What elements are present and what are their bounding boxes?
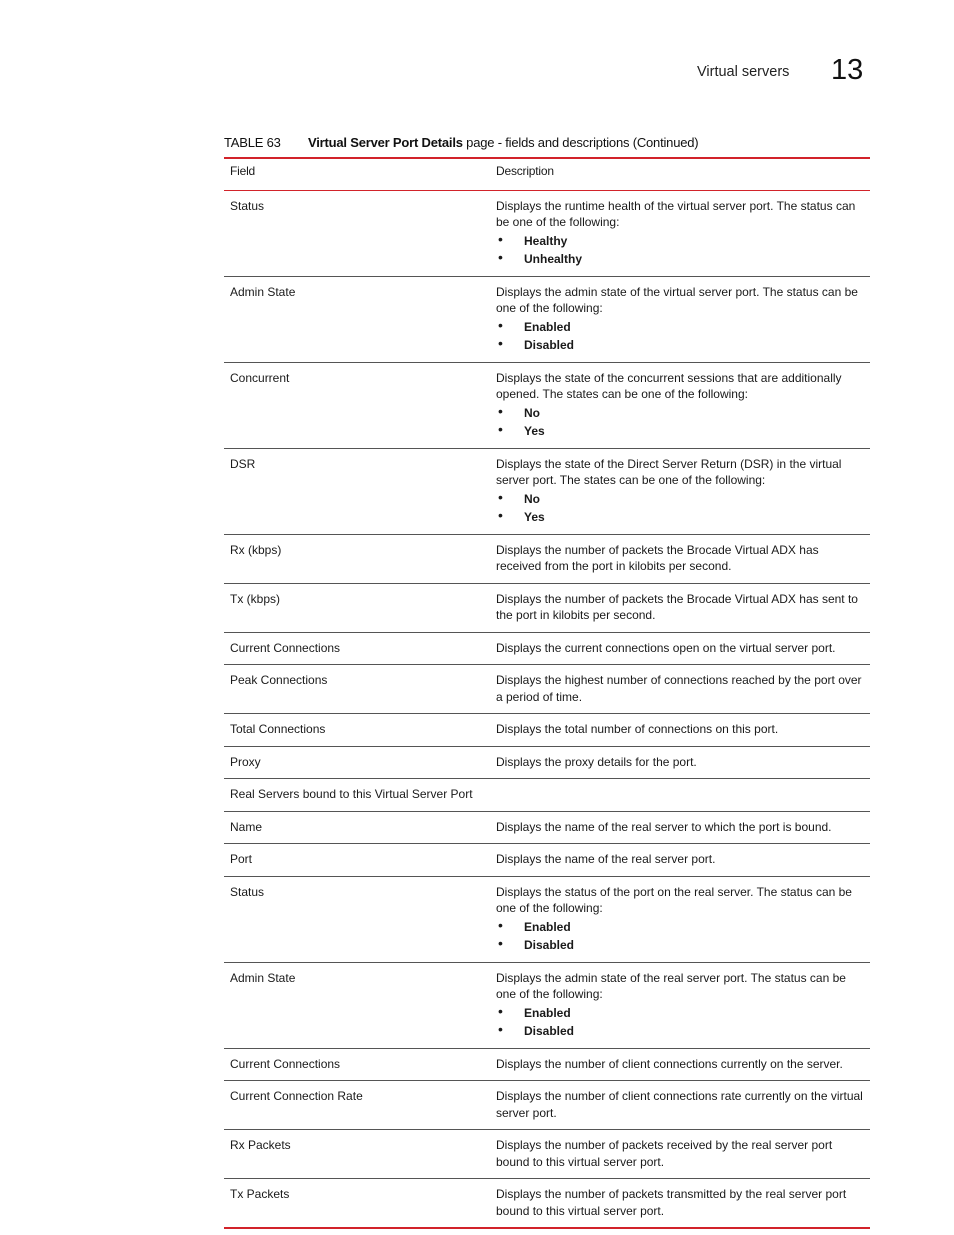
bullet-icon: • — [498, 916, 503, 933]
table-caption — [224, 135, 870, 150]
option-label: No — [524, 491, 540, 506]
option-label: Healthy — [524, 233, 568, 248]
bullet-icon: • — [498, 420, 503, 437]
description-text: Displays the number of packets the Brocade Virtual ADX has sent to the port in kilobits per second. — [496, 591, 858, 622]
field-name-cell: Admin State — [230, 970, 296, 985]
option-label: Disabled — [524, 937, 575, 952]
description-cell — [490, 632, 870, 665]
description-text: Displays the name of the real server to which the port is bound. — [496, 819, 832, 834]
description-text: Displays the number of client connections rate currently on the virtual server port. — [496, 1089, 863, 1120]
table-row — [224, 779, 870, 812]
field-name-cell: Name — [230, 819, 263, 834]
description-text: Displays the name of the real server port. — [496, 852, 716, 866]
table-body — [224, 190, 870, 1228]
bullet-icon: • — [498, 334, 503, 351]
table-row — [224, 1130, 870, 1179]
description-cell — [490, 534, 870, 583]
option-list-item — [496, 936, 864, 954]
description-cell — [490, 1130, 870, 1179]
option-list — [496, 1004, 864, 1040]
description-cell — [490, 714, 870, 747]
field-name-cell: Proxy — [230, 754, 261, 769]
option-list-item — [496, 250, 864, 268]
table-row — [224, 1081, 870, 1130]
table-row — [224, 665, 870, 714]
bullet-icon: • — [498, 248, 503, 265]
option-label: Unhealthy — [524, 251, 583, 266]
description-text: Displays the number of client connections currently on the server. — [496, 1056, 843, 1071]
table-caption-title-rest: page - fields and descriptions (Continued) — [462, 135, 699, 150]
description-cell — [490, 1081, 870, 1130]
field-name-cell: Current Connections — [230, 640, 341, 655]
option-label: Disabled — [524, 337, 575, 352]
description-cell — [490, 811, 870, 844]
table-row — [224, 876, 870, 962]
bullet-icon: • — [498, 402, 503, 419]
table-row — [224, 746, 870, 779]
table-row — [224, 1048, 870, 1081]
description-cell — [490, 665, 870, 714]
table-row — [224, 448, 870, 534]
field-name-cell: Concurrent — [230, 370, 290, 385]
table-row — [224, 362, 870, 448]
option-label: Yes — [524, 423, 545, 438]
bullet-icon: • — [498, 230, 503, 247]
description-cell — [490, 1179, 870, 1229]
column-header-description: Description — [496, 164, 554, 178]
option-label: Enabled — [524, 1005, 571, 1020]
bullet-icon: • — [498, 1002, 503, 1019]
option-list — [496, 232, 864, 268]
bullet-icon: • — [498, 506, 503, 523]
option-list — [496, 490, 864, 526]
option-list-item — [496, 490, 864, 508]
bullet-icon: • — [498, 1020, 503, 1037]
table-header-row — [224, 158, 870, 190]
description-text: Displays the admin state of the virtual server port. The status can be one of the following: — [496, 284, 858, 315]
option-list-item — [496, 1004, 864, 1022]
bullet-icon: • — [498, 316, 503, 333]
column-header-field: Field — [230, 164, 256, 178]
description-cell — [490, 844, 870, 877]
description-cell — [490, 190, 870, 276]
chapter-number: 13 — [831, 54, 864, 86]
description-text: Displays the admin state of the real server port. The status can be one of the following: — [496, 970, 846, 1001]
option-list — [496, 918, 864, 954]
option-list-item — [496, 918, 864, 936]
description-cell — [490, 448, 870, 534]
option-label: No — [524, 405, 540, 420]
field-name-cell: Status — [230, 884, 265, 899]
description-text: Displays the proxy details for the port. — [496, 754, 697, 769]
description-cell — [490, 583, 870, 632]
option-list-item — [496, 318, 864, 336]
table-row — [224, 276, 870, 362]
option-list-item — [496, 336, 864, 354]
option-list-item — [496, 404, 864, 422]
description-text: Displays the runtime health of the virtual server port. The status can be one of the following: — [496, 198, 856, 229]
option-list-item — [496, 232, 864, 250]
option-label: Enabled — [524, 919, 571, 934]
description-text: Displays the number of packets transmitted by the real server port bound to this virtual server port. — [496, 1187, 847, 1218]
description-text: Displays the status of the port on the real server. The status can be one of the following: — [496, 884, 852, 915]
description-cell — [490, 746, 870, 779]
table-caption-title-bold: Virtual Server Port Details — [308, 135, 463, 150]
description-text: Displays the number of packets received by the real server port bound to this virtual server port. — [496, 1138, 833, 1169]
table-row — [224, 534, 870, 583]
description-cell — [490, 876, 870, 962]
field-name-cell: Tx (kbps) — [230, 591, 281, 606]
description-text: Displays the state of the concurrent sessions that are additionally opened. The states can be one of the following: — [496, 370, 842, 401]
option-label: Yes — [524, 509, 545, 524]
table-caption-label: TABLE 63 — [224, 135, 281, 150]
table-row — [224, 632, 870, 665]
field-name-cell: Peak Connections — [230, 673, 328, 687]
option-list — [496, 404, 864, 440]
field-name-cell: Status — [230, 198, 265, 213]
field-name-cell: Current Connection Rate — [230, 1089, 363, 1103]
field-name-cell: Current Connections — [230, 1056, 341, 1071]
field-name-cell: Total Connections — [230, 722, 326, 736]
table-row — [224, 583, 870, 632]
description-text: Displays the highest number of connections reached by the port over a period of time. — [496, 673, 862, 704]
option-list-item — [496, 1022, 864, 1040]
description-text: Displays the current connections open on the virtual server port. — [496, 640, 836, 655]
field-name-cell: Rx (kbps) — [230, 542, 282, 557]
fields-table — [224, 157, 870, 1229]
option-list-item — [496, 422, 864, 440]
option-label: Enabled — [524, 319, 571, 334]
table-row — [224, 811, 870, 844]
table-row — [224, 1179, 870, 1229]
bullet-icon: • — [498, 488, 503, 505]
table-row — [224, 844, 870, 877]
field-name-cell: Admin State — [230, 284, 296, 299]
description-cell — [490, 1048, 870, 1081]
description-text: Displays the number of packets the Brocade Virtual ADX has received from the port in kilobits per second. — [496, 542, 819, 573]
description-text: Displays the state of the Direct Server Return (DSR) in the virtual server port. The states can be one of the following: — [496, 456, 842, 487]
description-cell — [490, 962, 870, 1048]
field-name-cell: Port — [230, 852, 253, 866]
table-row — [224, 714, 870, 747]
bullet-icon: • — [498, 934, 503, 951]
field-name-cell: Tx Packets — [230, 1187, 290, 1201]
field-name-cell: DSR — [230, 456, 256, 471]
table-row — [224, 962, 870, 1048]
option-list — [496, 318, 864, 354]
description-text: Displays the total number of connections on this port. — [496, 722, 779, 736]
running-header-section: Virtual servers — [697, 64, 790, 80]
description-cell — [490, 276, 870, 362]
option-list-item — [496, 508, 864, 526]
table-row — [224, 190, 870, 276]
field-name-cell: Rx Packets — [230, 1138, 291, 1152]
option-label: Disabled — [524, 1023, 575, 1038]
description-cell — [490, 362, 870, 448]
table-section-heading: Real Servers bound to this Virtual Server Port — [230, 787, 473, 801]
